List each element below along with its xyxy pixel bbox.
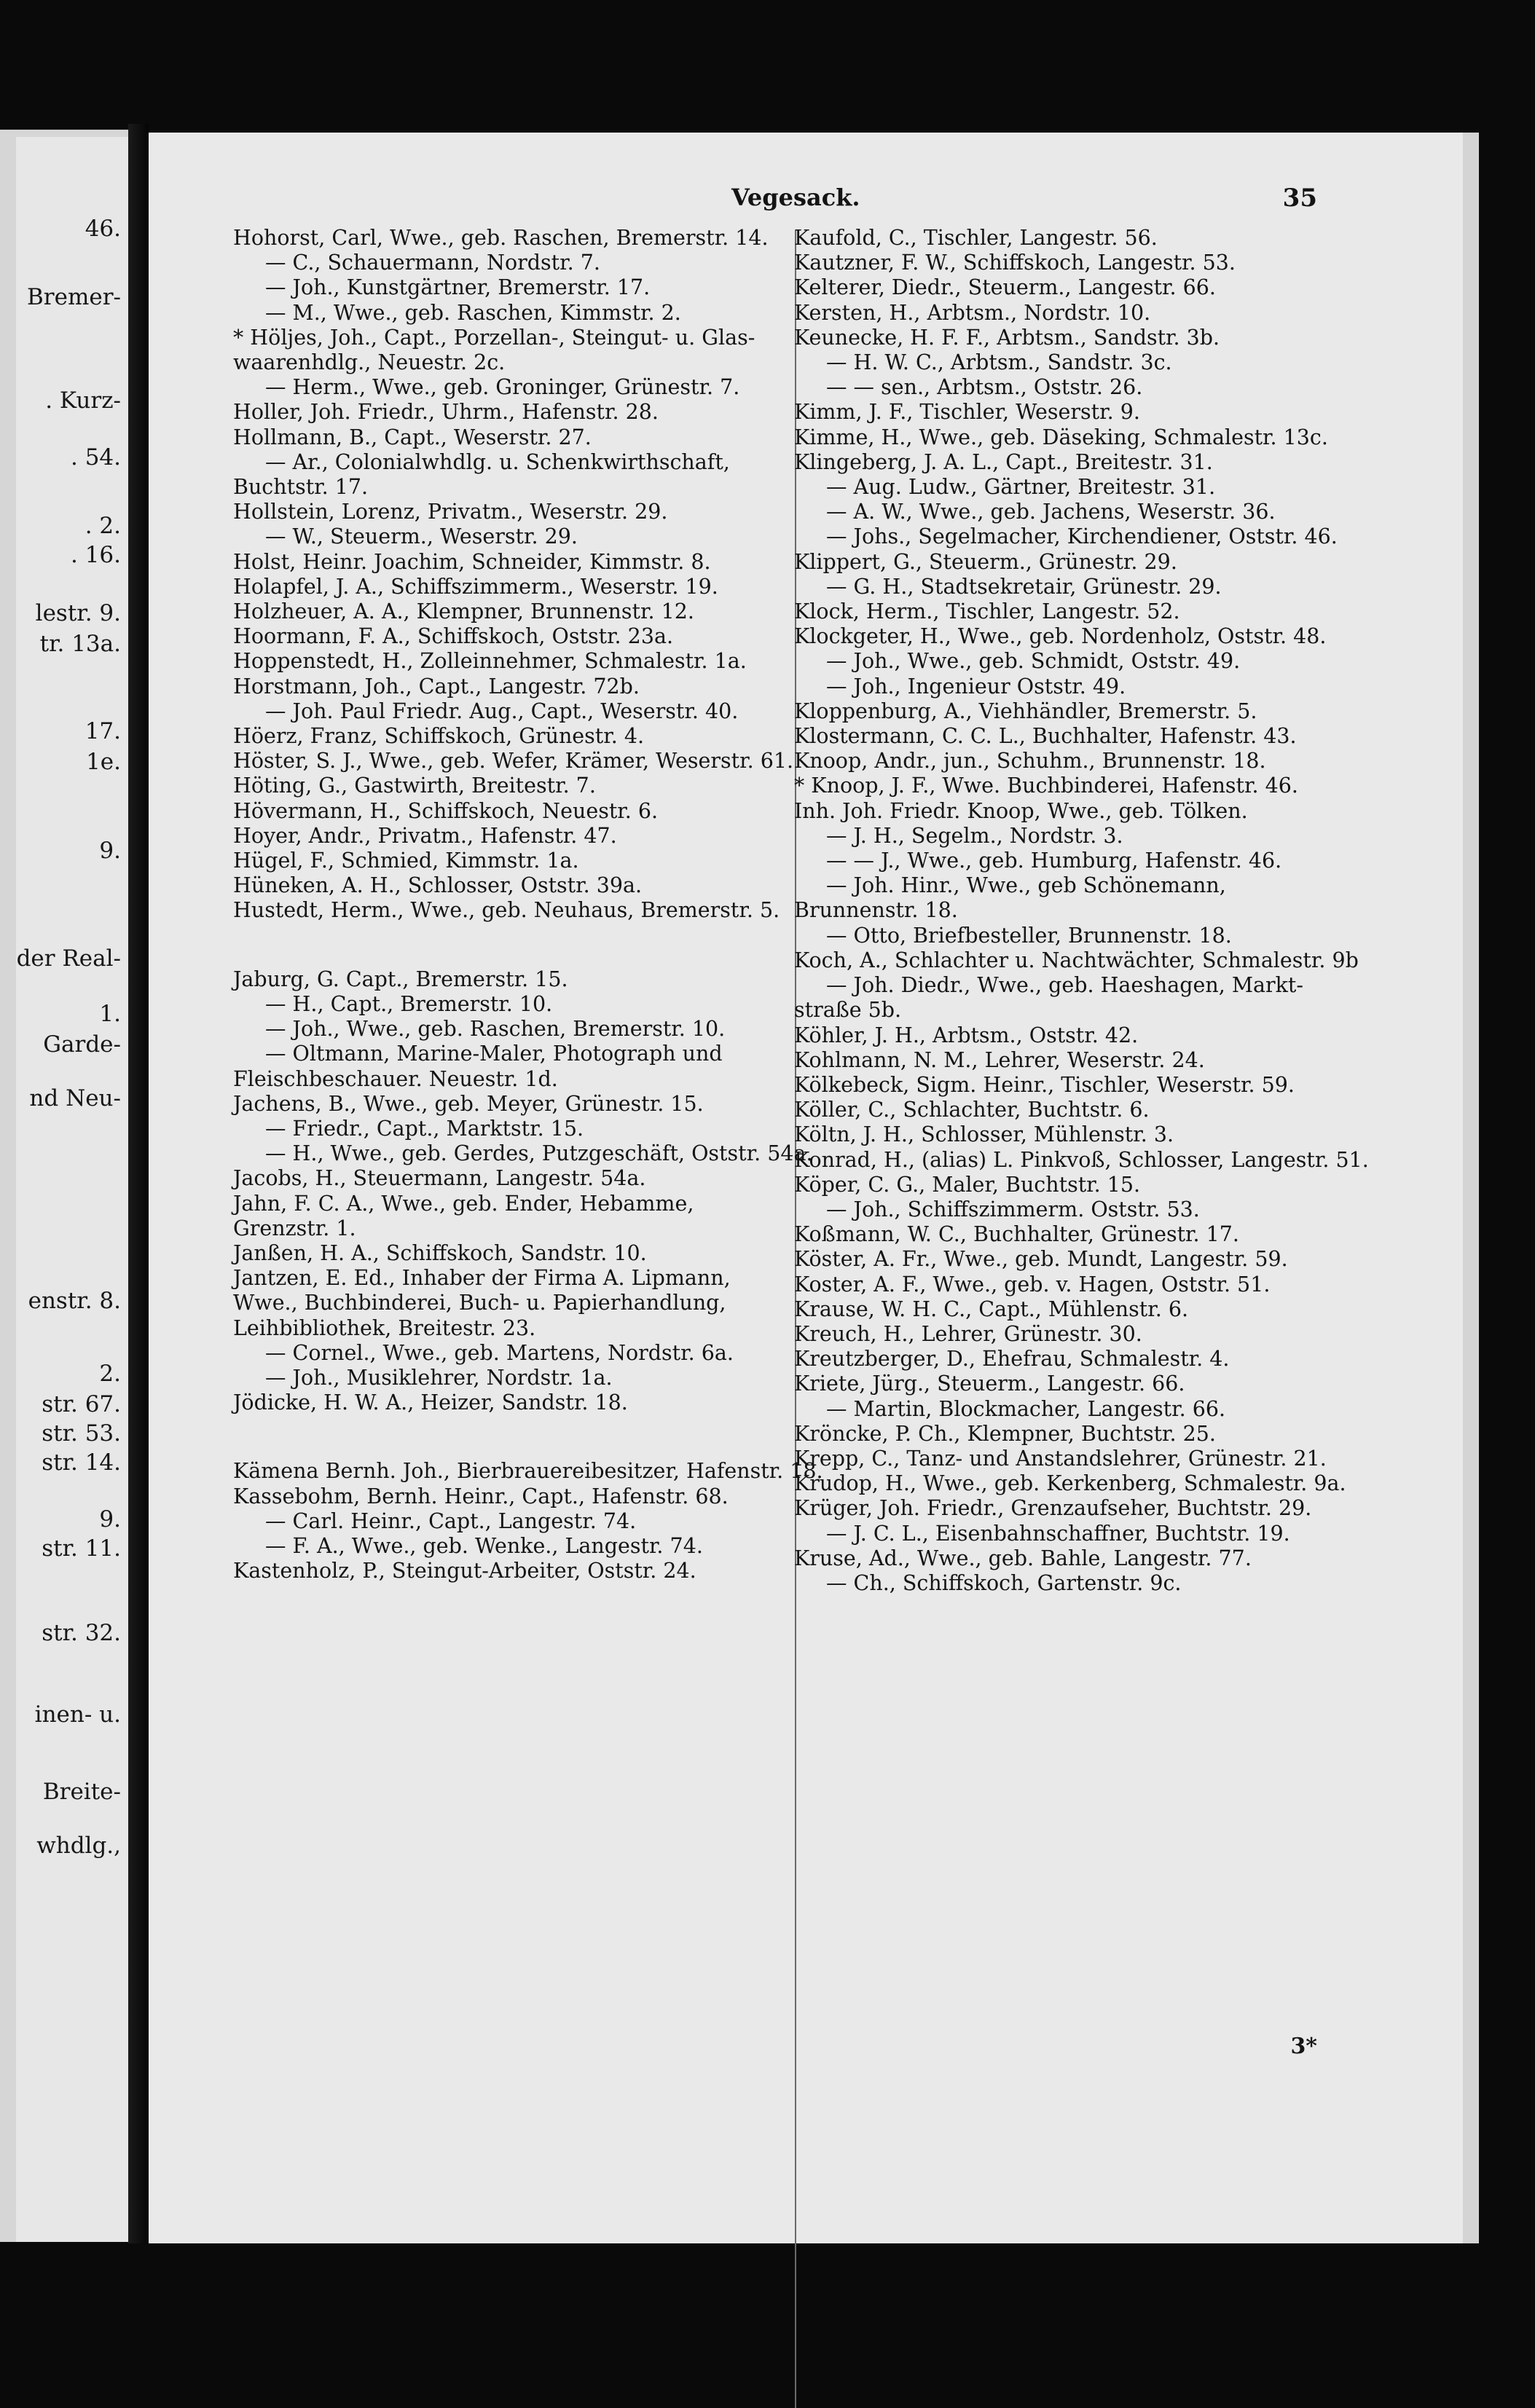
directory-entry: Grenzstr. 1. xyxy=(233,1216,356,1240)
directory-entry: — Cornel., Wwe., geb. Martens, Nordstr. 6a. xyxy=(265,1340,734,1365)
left-page-text: 17. xyxy=(85,718,121,744)
left-page-text: inen- u. xyxy=(34,1701,121,1728)
directory-entry: straße 5b. xyxy=(794,998,902,1023)
left-page-text: str. 14. xyxy=(42,1449,121,1476)
directory-entry: Holapfel, J. A., Schiffszimmerm., Weserstr. 19. xyxy=(233,574,718,599)
directory-entry: Leihbibliothek, Breitestr. 23. xyxy=(233,1315,536,1340)
directory-entry: Klingeberg, J. A. L., Capt., Breitestr. 31. xyxy=(794,449,1213,474)
directory-entry: — G. H., Stadtsekretair, Grünestr. 29. xyxy=(826,574,1222,599)
directory-entry: Jahn, F. C. A., Wwe., geb. Ender, Hebamme, xyxy=(233,1191,694,1216)
directory-entry: Klostermann, C. C. L., Buchhalter, Hafenstr. 43. xyxy=(794,724,1297,749)
directory-entry: waarenhdlg., Neuestr. 2c. xyxy=(233,350,506,375)
directory-entry: Kohlmann, N. M., Lehrer, Weserstr. 24. xyxy=(794,1047,1205,1072)
directory-entry: Klock, Herm., Tischler, Langestr. 52. xyxy=(794,599,1180,624)
left-page-text: tr. 13a. xyxy=(39,631,121,657)
left-page-text: str. 53. xyxy=(42,1420,121,1447)
directory-entry: — W., Steuerm., Weserstr. 29. xyxy=(265,524,578,549)
directory-entry: Hoppenstedt, H., Zolleinnehmer, Schmalestr. 1a. xyxy=(233,649,747,674)
directory-entry: — Friedr., Capt., Marktstr. 15. xyxy=(265,1116,584,1141)
directory-entry: — Joh., Musiklehrer, Nordstr. 1a. xyxy=(265,1365,613,1390)
directory-entry: Klippert, G., Steuerm., Grünestr. 29. xyxy=(794,549,1177,574)
book-gutter xyxy=(128,124,149,2243)
directory-entry: — Joh. Diedr., Wwe., geb. Haeshagen, Markt- xyxy=(826,973,1303,998)
directory-entry: Hustedt, Herm., Wwe., geb. Neuhaus, Bremerstr. 5. xyxy=(233,898,780,923)
directory-entry: — J. H., Segelm., Nordstr. 3. xyxy=(826,823,1123,848)
left-page-text: der Real- xyxy=(16,945,121,972)
directory-entry: — — sen., Arbtsm., Oststr. 26. xyxy=(826,375,1143,400)
directory-entry: Jacobs, H., Steuermann, Langestr. 54a. xyxy=(233,1166,646,1191)
left-page-text: 46. xyxy=(85,216,121,242)
left-page-text: nd Neu- xyxy=(29,1085,121,1111)
left-page-text: . 54. xyxy=(70,444,121,471)
page-header xyxy=(149,184,1479,227)
directory-entry: Jachens, B., Wwe., geb. Meyer, Grünestr. 15. xyxy=(233,1091,704,1116)
left-page-text: str. 67. xyxy=(42,1391,121,1417)
directory-entry: — Otto, Briefbesteller, Brunnenstr. 18. xyxy=(826,923,1232,948)
directory-entry: Köper, C. G., Maler, Buchtstr. 15. xyxy=(794,1172,1141,1197)
directory-entry: — H., Wwe., geb. Gerdes, Putzgeschäft, Oststr. 54a. xyxy=(265,1141,813,1166)
directory-entry: Kimme, H., Wwe., geb. Däseking, Schmalestr. 13c. xyxy=(794,425,1328,449)
left-page-text: Breite- xyxy=(42,1779,121,1805)
directory-entry: Köller, C., Schlachter, Buchtstr. 6. xyxy=(794,1098,1150,1122)
directory-entry: — Herm., Wwe., geb. Groninger, Grünestr. 7. xyxy=(265,375,740,400)
directory-entry: Kriete, Jürg., Steuerm., Langestr. 66. xyxy=(794,1372,1185,1396)
directory-entry: Koster, A. F., Wwe., geb. v. Hagen, Oststr. 51. xyxy=(794,1272,1271,1297)
directory-entry: Holler, Joh. Friedr., Uhrm., Hafenstr. 28. xyxy=(233,400,659,425)
left-page-text: 9. xyxy=(99,838,121,864)
directory-entry: Inh. Joh. Friedr. Knoop, Wwe., geb. Tölken. xyxy=(794,798,1248,823)
directory-entry: Hollmann, B., Capt., Weserstr. 27. xyxy=(233,425,592,449)
directory-entry: — Joh., Schiffszimmerm. Oststr. 53. xyxy=(826,1197,1200,1221)
directory-entry: — — J., Wwe., geb. Humburg, Hafenstr. 46. xyxy=(826,849,1282,873)
directory-entry: — F. A., Wwe., geb. Wenke., Langestr. 74. xyxy=(265,1533,703,1558)
directory-entry: — Johs., Segelmacher, Kirchendiener, Oststr. 46. xyxy=(826,524,1338,549)
directory-entry: — H. W. C., Arbtsm., Sandstr. 3c. xyxy=(826,350,1172,375)
directory-entry: Kastenholz, P., Steingut-Arbeiter, Oststr. 24. xyxy=(233,1559,696,1583)
directory-entry: Jödicke, H. W. A., Heizer, Sandstr. 18. xyxy=(233,1390,628,1415)
directory-entry: Kloppenburg, A., Viehhändler, Bremerstr. 5. xyxy=(794,699,1257,723)
directory-entry: — Joh., Ingenieur Oststr. 49. xyxy=(826,674,1126,699)
directory-entry: Hoyer, Andr., Privatm., Hafenstr. 47. xyxy=(233,823,617,848)
directory-entry: Kimm, J. F., Tischler, Weserstr. 9. xyxy=(794,400,1140,425)
book-page xyxy=(149,133,1479,2243)
directory-entry: — Ar., Colonialwhdlg. u. Schenkwirthschaft, xyxy=(265,449,730,474)
directory-entry: Janßen, H. A., Schiffskoch, Sandstr. 10. xyxy=(233,1240,647,1265)
directory-entry: Kreutzberger, D., Ehefrau, Schmalestr. 4. xyxy=(794,1347,1230,1372)
directory-entry: Kämena Bernh. Joh., Bierbrauereibesitzer, Hafenstr. 18. xyxy=(233,1459,823,1484)
directory-entry: Holst, Heinr. Joachim, Schneider, Kimmstr. 8. xyxy=(233,549,711,574)
directory-entry: Höerz, Franz, Schiffskoch, Grünestr. 4. xyxy=(233,724,645,749)
directory-entry: — Joh. Hinr., Wwe., geb Schönemann, xyxy=(826,873,1226,898)
directory-entry: Brunnenstr. 18. xyxy=(794,898,958,923)
directory-entry: Kelterer, Diedr., Steuerm., Langestr. 66. xyxy=(794,275,1216,300)
directory-entry: Konrad, H., (alias) L. Pinkvoß, Schlosser, Langestr. 51. xyxy=(794,1147,1369,1172)
directory-entry: Kölkebeck, Sigm. Heinr., Tischler, Weserstr. 59. xyxy=(794,1072,1295,1097)
directory-entry: Köster, A. Fr., Wwe., geb. Mundt, Langestr. 59. xyxy=(794,1247,1288,1272)
directory-entry: * Höljes, Joh., Capt., Porzellan-, Steingut- u. Glas- xyxy=(233,325,755,350)
directory-entry: — Carl. Heinr., Capt., Langestr. 74. xyxy=(265,1508,637,1533)
directory-entry: — Joh., Wwe., geb. Schmidt, Oststr. 49. xyxy=(826,649,1241,674)
directory-entry: — Ch., Schiffskoch, Gartenstr. 9c. xyxy=(826,1570,1182,1595)
directory-entry: — J. C. L., Eisenbahnschaffner, Buchtstr. 19. xyxy=(826,1521,1290,1546)
directory-entry: Keunecke, H. F. F., Arbtsm., Sandstr. 3b. xyxy=(794,325,1220,350)
directory-entry: — Joh., Wwe., geb. Raschen, Bremerstr. 10. xyxy=(265,1017,726,1042)
directory-entry: Krudop, H., Wwe., geb. Kerkenberg, Schmalestr. 9a. xyxy=(794,1471,1346,1496)
directory-entry: Knoop, Andr., jun., Schuhm., Brunnenstr. 18. xyxy=(794,749,1266,774)
left-page-text: whdlg., xyxy=(36,1833,121,1859)
left-page-text: . 2. xyxy=(85,513,121,539)
directory-entry: Hügel, F., Schmied, Kimmstr. 1a. xyxy=(233,849,579,873)
directory-entry: Buchtstr. 17. xyxy=(233,475,369,500)
directory-entry: Köhler, J. H., Arbtsm., Oststr. 42. xyxy=(794,1023,1139,1047)
left-page-text: . Kurz- xyxy=(45,387,121,414)
directory-entry: — H., Capt., Bremerstr. 10. xyxy=(265,991,553,1016)
directory-entry: Wwe., Buchbinderei, Buch- u. Papierhandlung, xyxy=(233,1291,726,1315)
left-page-text: lestr. 9. xyxy=(35,600,121,626)
directory-entry: Hoormann, F. A., Schiffskoch, Oststr. 23a. xyxy=(233,624,673,649)
directory-entry: Kruse, Ad., Wwe., geb. Bahle, Langestr. 77. xyxy=(794,1546,1252,1570)
left-page-text: 9. xyxy=(99,1506,121,1532)
left-page-text: 1. xyxy=(99,1001,121,1027)
directory-entry: Jaburg, G. Capt., Bremerstr. 15. xyxy=(233,967,568,991)
directory-entry: Höting, G., Gastwirth, Breitestr. 7. xyxy=(233,774,596,798)
running-head: Vegesack. xyxy=(731,184,860,211)
directory-entry: Kassebohm, Bernh. Heinr., Capt., Hafenstr. 68. xyxy=(233,1484,729,1508)
directory-entry: Koßmann, W. C., Buchhalter, Grünestr. 17. xyxy=(794,1222,1239,1247)
directory-entry: Kaufold, C., Tischler, Langestr. 56. xyxy=(794,226,1158,250)
directory-entry: * Knoop, J. F., Wwe. Buchbinderei, Hafenstr. 46. xyxy=(794,774,1298,798)
directory-entry: Krüger, Joh. Friedr., Grenzaufseher, Buchtstr. 29. xyxy=(794,1496,1312,1521)
left-page-fragment xyxy=(0,130,128,2242)
directory-entry: — Joh., Kunstgärtner, Bremerstr. 17. xyxy=(265,275,651,300)
left-page-text: Garde- xyxy=(43,1031,121,1058)
right-column xyxy=(794,226,1535,1596)
directory-entry: Kautzner, F. W., Schiffskoch, Langestr. 53. xyxy=(794,251,1236,275)
directory-entry: — M., Wwe., geb. Raschen, Kimmstr. 2. xyxy=(265,300,681,325)
directory-entry: Höster, S. J., Wwe., geb. Wefer, Krämer, Weserstr. 61. xyxy=(233,749,794,774)
left-page-text: enstr. 8. xyxy=(28,1288,121,1314)
left-column xyxy=(233,226,874,1583)
directory-entry: Hohorst, Carl, Wwe., geb. Raschen, Bremerstr. 14. xyxy=(233,226,769,250)
left-page-text: . 16. xyxy=(70,542,121,568)
directory-entry: Hüneken, A. H., Schlosser, Oststr. 39a. xyxy=(233,873,643,898)
left-page-text: 1e. xyxy=(86,749,121,775)
directory-entry: Fleischbeschauer. Neuestr. 1d. xyxy=(233,1066,558,1091)
page-number: 35 xyxy=(1282,184,1317,213)
directory-entry: Krepp, C., Tanz- und Anstandslehrer, Grünestr. 21. xyxy=(794,1446,1327,1471)
directory-entry: Költn, J. H., Schlosser, Mühlenstr. 3. xyxy=(794,1122,1174,1147)
directory-entry: Horstmann, Joh., Capt., Langestr. 72b. xyxy=(233,674,640,699)
directory-entry: Kröncke, P. Ch., Klempner, Buchtstr. 25. xyxy=(794,1421,1216,1446)
directory-entry: — Aug. Ludw., Gärtner, Breitestr. 31. xyxy=(826,475,1216,500)
directory-entry: Krause, W. H. C., Capt., Mühlenstr. 6. xyxy=(794,1297,1189,1321)
directory-entry: — Martin, Blockmacher, Langestr. 66. xyxy=(826,1396,1226,1421)
directory-entry: — Joh. Paul Friedr. Aug., Capt., Weserstr. 40. xyxy=(265,699,739,723)
directory-entry: Kersten, H., Arbtsm., Nordstr. 10. xyxy=(794,300,1151,325)
directory-entry: — A. W., Wwe., geb. Jachens, Weserstr. 36. xyxy=(826,500,1276,524)
directory-entry: Kreuch, H., Lehrer, Grünestr. 30. xyxy=(794,1321,1142,1346)
left-page-text: Bremer- xyxy=(27,284,121,310)
left-page-text: str. 32. xyxy=(42,1620,121,1646)
directory-entry: Hollstein, Lorenz, Privatm., Weserstr. 29. xyxy=(233,500,668,524)
directory-entry: Hövermann, H., Schiffskoch, Neuestr. 6. xyxy=(233,798,659,823)
left-page-text: str. 11. xyxy=(42,1535,121,1562)
left-page-text: 2. xyxy=(99,1361,121,1387)
directory-entry: — Oltmann, Marine-Maler, Photograph und xyxy=(265,1042,723,1066)
signature-mark: 3* xyxy=(1290,2034,1317,2059)
directory-entry: Jantzen, E. Ed., Inhaber der Firma A. Lipmann, xyxy=(233,1266,731,1291)
directory-entry: — C., Schauermann, Nordstr. 7. xyxy=(265,251,600,275)
directory-entry: Holzheuer, A. A., Klempner, Brunnenstr. 12. xyxy=(233,599,694,624)
directory-entry: Klockgeter, H., Wwe., geb. Nordenholz, Oststr. 48. xyxy=(794,624,1327,649)
directory-entry: Koch, A., Schlachter u. Nachtwächter, Schmalestr. 9b xyxy=(794,948,1359,972)
